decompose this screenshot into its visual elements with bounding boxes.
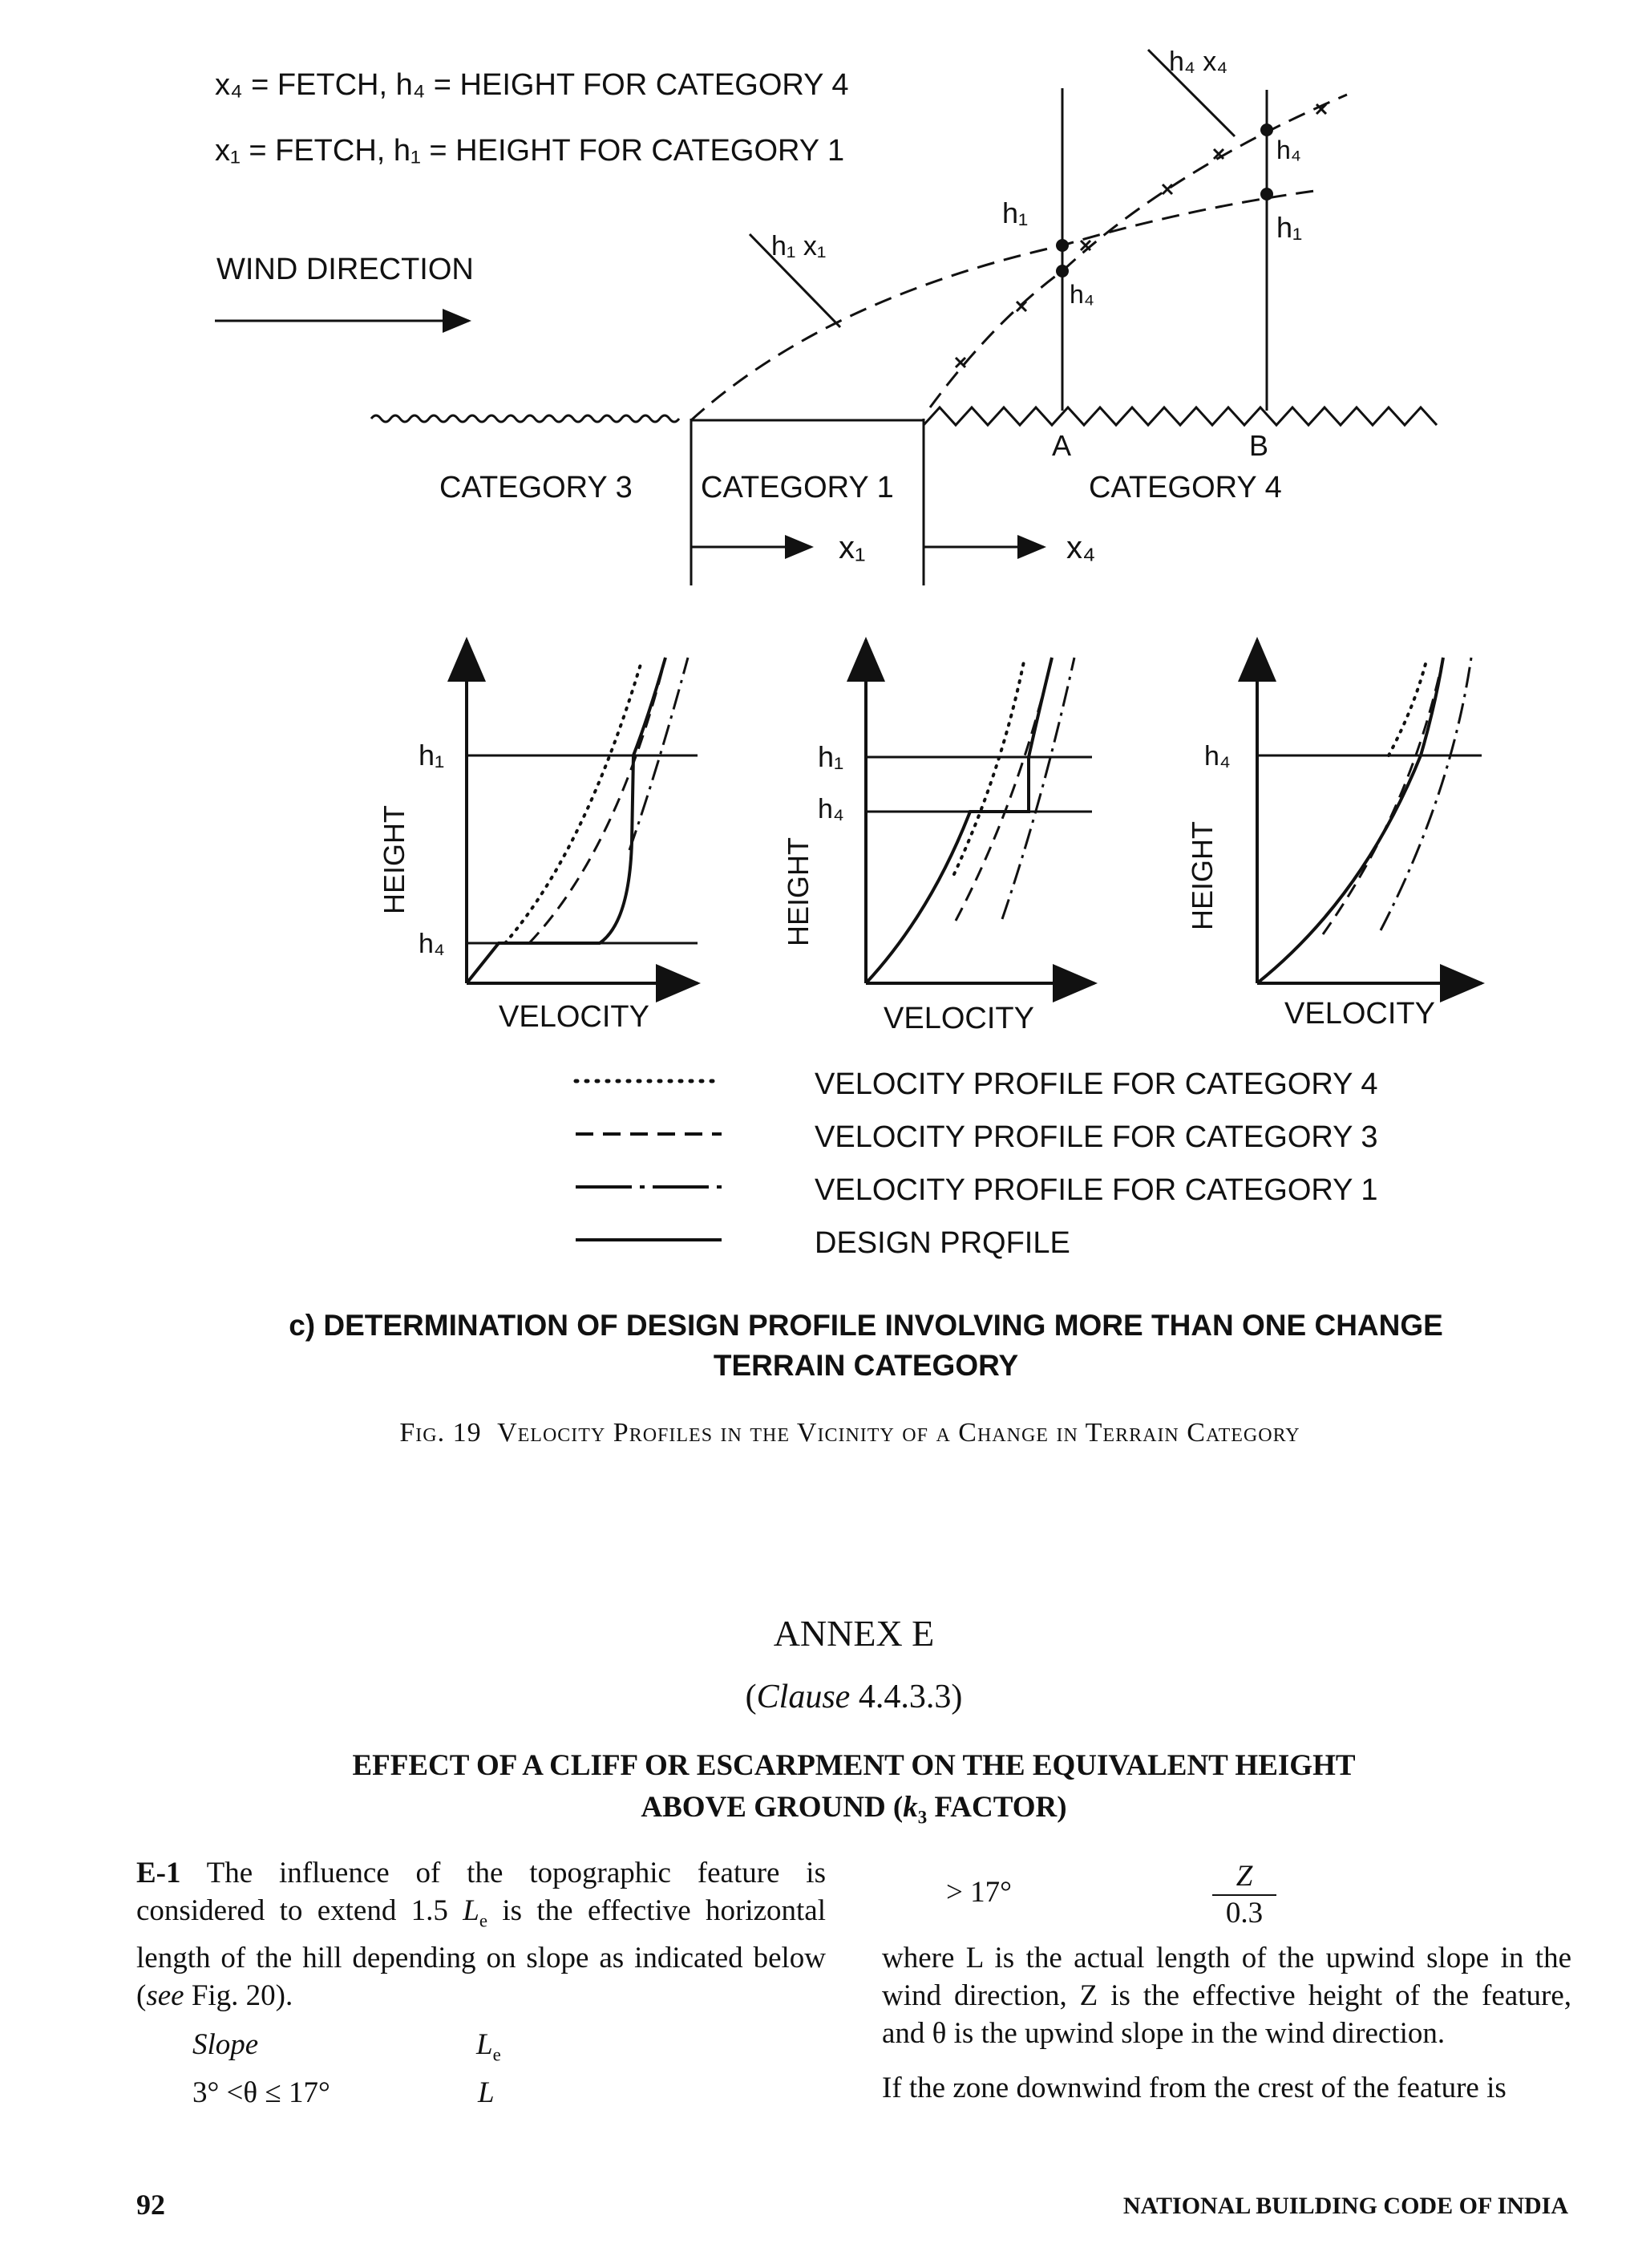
velocity-profiles [0,610,1642,1059]
clause-word: Clause [756,1679,851,1715]
legend-label-cat1: VELOCITY PROFILE FOR CATEGORY 1 [815,1173,1378,1207]
row1-value: L [478,2076,495,2109]
row1-slope: 3° <θ ≤ 17° [192,2076,330,2109]
legend-label-design: DESIGN PRQFILE [815,1226,1070,1260]
row2-slope: > 17° [946,1876,1012,1909]
heading-line-1: EFFECT OF A CLIFF OR ESCARPMENT ON THE EQUIVALENT HEIGHT [352,1749,1356,1782]
last-line-paragraph: If the zone downwind from the crest of the feature is [882,2072,1507,2104]
legend-label-cat3: VELOCITY PROFILE FOR CATEGORY 3 [815,1120,1378,1154]
slope-table-header [192,2021,593,2069]
page-number: 92 [136,2189,165,2221]
annex-e1-paragraph: E-1 The influence of the topographic feature is considered to extend 1.5 $L_e$ is the effective horizontal length of the hill depending on slope as indicated below (see Fig. 20). [136,1857,827,2013]
category-4-label: CATEGORY 4 [1089,471,1282,504]
definition-x4: x₄ = FETCH, h₄ = HEIGHT FOR CATEGORY 4 [215,68,849,102]
h4-curve-cross-marks [956,104,1326,367]
plot3-height-label: HEIGHT [1186,820,1219,930]
le-header: $L_e$ [476,2028,501,2065]
point-a-h4-label: h₄ [1070,280,1094,309]
annex-title: ANNEX E [773,1613,935,1654]
row2-fraction [1212,1859,1276,1931]
subcaption-line-1: c) DETERMINATION OF DESIGN PROFILE INVOLVING MORE THAN ONE CHANGE [289,1309,1443,1342]
plot1-height-label: HEIGHT [378,804,410,914]
point-b-label: B [1249,429,1269,462]
plot2-h4-label: h₄ [818,794,844,824]
plot1-velocity-label: VELOCITY [499,1000,649,1034]
plot3-h4-label: h₄ [1204,741,1231,772]
point-b-h1-dot [1260,188,1273,200]
callout-h4-x4-label: h₄ x₄ [1169,47,1228,77]
slope-table-row-2 [946,1875,1012,1910]
figure-title: Velocity Profiles in the Vicinity of a Change in Terrain Category [497,1418,1300,1448]
figure-number: Fig. 19 [399,1418,482,1448]
wind-direction-label: WIND DIRECTION [216,253,474,286]
profile-plot-point-b [1186,640,1482,1031]
point-a-label: A [1052,429,1072,462]
point-b-h4-dot [1260,124,1273,136]
figure-caption [160,1418,1539,1448]
fetch-x1-label: x₁ [839,530,866,565]
ground-category-4 [924,407,1437,425]
clause-number: 4.4.3.3 [858,1679,952,1715]
heading-k: k [903,1791,918,1824]
annex-heading [0,1745,1642,1838]
publication-name: NATIONAL BUILDING CODE OF INDIA [1122,2193,1568,2219]
slope-table [192,2021,593,2117]
callout-h1-x1-label: h₁ x₁ [771,231,827,261]
where-paragraph: where L is the actual length of the upwind slope in the wind direction, Z is the effective height of the feature, and θ is the upwind slope in the wind direction. [882,1942,1571,2050]
profile-plot-point-a-lower [378,640,698,1034]
figure-subcaption [241,1306,1491,1386]
legend-label-cat4: VELOCITY PROFILE FOR CATEGORY 4 [815,1067,1378,1101]
category-3-label: CATEGORY 3 [439,471,633,504]
plot2-h1-label: h₁ [818,740,844,773]
definition-x1: x₁ = FETCH, h₁ = HEIGHT FOR CATEGORY 1 [215,134,845,168]
plot1-h4-label: h₄ [419,929,445,959]
plot2-height-label: HEIGHT [782,836,815,946]
slope-header: Slope [192,2028,259,2061]
ground-category-3 [371,415,679,422]
plot2-velocity-label: VELOCITY [884,1002,1034,1035]
row2-numerator: Z [1212,1859,1276,1896]
row2-denominator: 0.3 [1225,1897,1264,1930]
point-b-h4-label: h₄ [1276,136,1301,164]
e1-label: E-1 [136,1857,181,1889]
annex-clause: (Clause 4.4.3.3) [745,1679,963,1715]
terrain-diagram [0,0,1642,610]
profile-plot-point-a-upper [782,640,1094,1035]
point-b-h1-label: h₁ [1276,211,1303,244]
plot3-velocity-label: VELOCITY [1284,997,1435,1031]
point-a-h4-dot [1056,265,1069,277]
fetch-x4-label: x₄ [1066,530,1096,565]
slope-table-row-1 [192,2069,593,2117]
point-a-h1-label: h₁ [1002,196,1029,229]
plot1-h1-label: h₁ [419,739,445,772]
category-1-label: CATEGORY 1 [701,471,894,504]
subcaption-line-2: TERRAIN CATEGORY [713,1349,1019,1382]
heading-line-2: ABOVE GROUND ($k_3$ FACTOR) [641,1791,1067,1828]
point-a-h1-dot [1056,239,1069,252]
legend [0,1059,1642,1283]
